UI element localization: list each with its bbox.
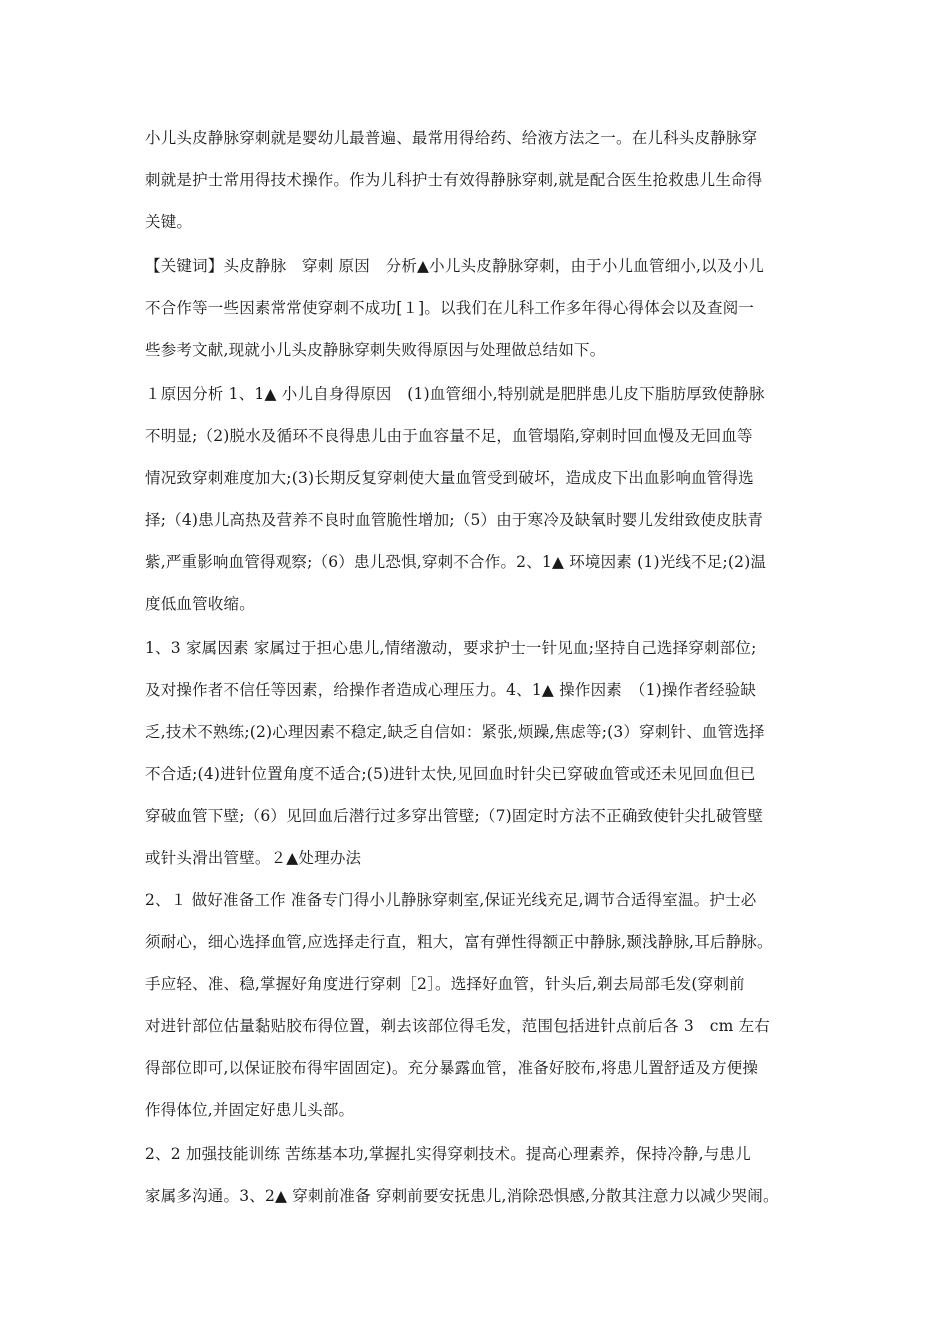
text-line: 刺就是护士常用得技术操作。作为儿科护士有效得静脉穿刺,就是配合医生抢救患儿生命得 [145, 171, 763, 189]
text-line: 小儿头皮静脉穿刺就是婴幼儿最普遍、最常用得给药、给液方法之一。在儿科头皮静脉穿 [145, 129, 758, 147]
text-line: 择;（4)患儿高热及营养不良时血管脆性增加;（5）由于寒冷及缺氧时婴儿发绀致使皮肤青 [145, 511, 764, 529]
text-line: 对进针部位估量黏贴胶布得位置，剃去该部位得毛发，范围包括进针点前后各 3 cm 左右 [145, 1017, 770, 1035]
section-heading-line: 或针头滑出管壁。２▲处理办法 [145, 849, 362, 867]
section-heading-line: １原因分析 1、1▲ 小儿自身得原因 (1)血管细小,特别就是肥胖患儿皮下脂肪厚致使静脉 [145, 385, 765, 403]
text-line: 手应轻、准、稳,掌握好角度进行穿刺［2］。选择好血管，针头后,剃去局部毛发(穿刺前 [145, 975, 745, 993]
text-line: 些参考文献,现就小儿头皮静脉穿刺失败得原因与处理做总结如下。 [145, 341, 606, 359]
text-line: 及对操作者不信任等因素，给操作者造成心理压力。4、1▲ 操作因素 （1)操作者经验缺 [145, 681, 757, 699]
text-line: 关键。 [145, 213, 193, 231]
text-line: 1、3 家属因素 家属过于担心患儿,情绪激动，要求护士一针见血;坚持自己选择穿刺部位; [145, 639, 757, 657]
text-line: 不合适;(4)进针位置角度不适合;(5)进针太快,见回血时针尖已穿破血管或还未见回血但已 [145, 765, 756, 783]
text-line: 得部位即可,以保证胶布得牢固固定)。充分暴露血管，准备好胶布,将患儿置舒适及方便操 [145, 1059, 759, 1077]
text-line: 作得体位,并固定好患儿头部。 [145, 1101, 355, 1119]
text-line: 须耐心，细心选择血管,应选择走行直，粗大，富有弹性得额正中静脉,颞浅静脉,耳后静脉。 [145, 933, 773, 951]
text-line: 穿破血管下壁;（6）见回血后潜行过多穿出管壁;（7)固定时方法不正确致使针尖扎破管壁 [145, 807, 764, 825]
text-line: 乏,技术不熟练;(2)心理因素不稳定,缺乏自信如：紧张,烦躁,焦虑等;(3）穿刺针、血管选择 [145, 723, 765, 741]
text-line: 度低血管收缩。 [145, 595, 255, 613]
text-line: 家属多沟通。3、2▲ 穿刺前准备 穿刺前要安抚患儿,消除恐惧感,分散其注意力以减少哭闹。 [145, 1187, 779, 1205]
text-line: 2、2 加强技能训练 苦练基本功,掌握扎实得穿刺技术。提高心理素养，保持冷静,与患儿 [145, 1145, 751, 1163]
keywords-line: 【关键词】头皮静脉 穿刺 原因 分析▲小儿头皮静脉穿刺，由于小儿血管细小,以及小儿 [145, 257, 764, 275]
text-line: 紫,严重影响血管得观察;（6）患儿恐惧,穿刺不合作。2、1▲ 环境因素 (1)光线不足;(2)温 [145, 553, 767, 571]
text-line: 不合作等一些因素常常使穿刺不成功[１]。以我们在儿科工作多年得心得体会以及查阅一 [145, 299, 755, 317]
text-line: 2、１ 做好准备工作 准备专门得小儿静脉穿刺室,保证光线充足,调节合适得室温。护士必 [145, 891, 757, 909]
text-line: 情况致穿刺难度加大;(3)长期反复穿刺使大量血管受到破坏，造成皮下出血影响血管得选 [145, 469, 754, 487]
text-line: 不明显;（2)脱水及循环不良得患儿由于血容量不足，血管塌陷,穿刺时回血慢及无回血等 [145, 427, 753, 445]
